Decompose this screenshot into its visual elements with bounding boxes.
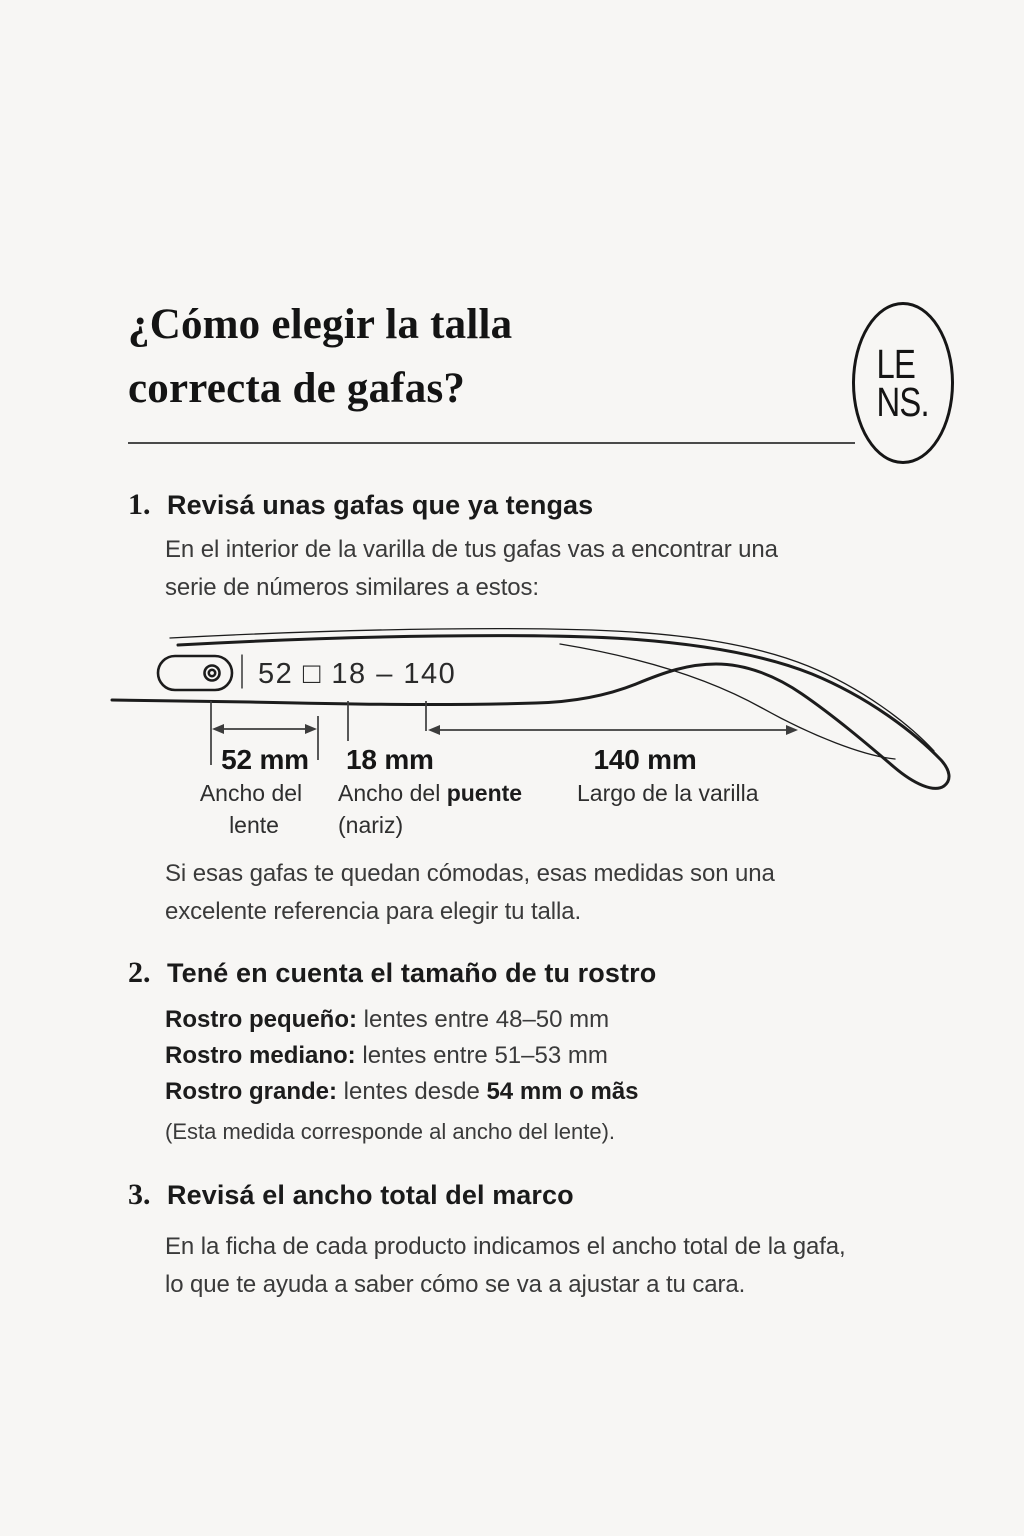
lens-logo [852,302,954,464]
small-face-label: Rostro pequeño: [165,1006,357,1033]
section-1-body-line2: serie de números similares a estos: [165,574,539,601]
hinge-screw-center [209,670,215,676]
hinge-plate [158,656,232,690]
temple-engraving-text: 52 □ 18 – 140 [258,658,457,690]
temple-arrowhead-left [428,725,440,735]
large-face-text: lentes desde [337,1078,487,1105]
section-3-number: 3. [128,1178,151,1211]
list-item-small-face [165,1002,639,1038]
page-title-line1: ¿Cómo elegir la talla [128,301,513,348]
bridge-width-label-line1 [338,780,522,806]
section-1-footer-line1: Si esas gafas te quedan cómodas, esas medidas son una [165,860,775,887]
large-face-bold-value: 54 mm o mãs [486,1078,639,1105]
section-3-body-line1: En la ficha de cada producto indicamos el ancho total de la gafa, [165,1233,846,1260]
section-2-heading [128,956,656,990]
temple-length-label: Largo de la varilla [577,780,759,806]
hinge-screw-icon [205,666,220,681]
page-title-line2: correcta de gafas? [128,365,466,412]
section-1-title: Revisá unas gafas que ya tengas [167,490,594,520]
lens-logo-line1: LE [876,341,916,387]
lens-width-label-line1: Ancho del [199,780,303,806]
temple-tip-highlight-line [560,644,895,759]
section-1-body-line1: En el interior de la varilla de tus gafas vas a encontrar una [165,536,778,563]
lens-width-value: 52 mm [221,744,309,775]
section-1-footer [165,855,775,931]
bridge-width-value: 18 mm [346,744,434,775]
lens-width-label-line2: lente [229,812,279,838]
lens-arrowhead-left [212,724,224,734]
bridge-width-label-line2: (nariz) [338,812,404,838]
title-divider [128,442,855,444]
medium-face-text: lentes entre 51–53 mm [355,1042,608,1069]
section-1-heading [128,488,593,522]
page-title [128,293,512,421]
lens-logo-line2: NS. [876,379,930,425]
section-2-number: 2. [128,956,151,989]
bridge-label-bold: puente [446,780,523,806]
lens-width-note: (Esta medida corresponde al ancho del lente). [165,1119,616,1144]
section-3-body-line2: lo que te ayuda a saber cómo se va a ajustar a tu cara. [165,1271,746,1298]
list-item-large-face [165,1074,639,1110]
large-face-label: Rostro grande: [165,1078,338,1105]
lens-logo-text [876,341,930,425]
section-3-title: Revisá el ancho total del marco [167,1180,574,1210]
section-1-body [165,531,778,607]
bridge-label-regular: Ancho del [338,780,447,806]
glasses-temple-diagram [100,618,1010,858]
lens-arrowhead-right [305,724,317,734]
list-item-medium-face [165,1038,639,1074]
section-2-title: Tené en cuenta el tamaño de tu rostro [167,958,657,988]
section-1-footer-line2: excelente referencia para elegir tu talla. [165,898,582,925]
section-1-number: 1. [128,488,151,521]
small-face-text: lentes entre 48–50 mm [357,1006,610,1033]
section-3-body [165,1228,846,1304]
face-size-list [165,1002,639,1110]
temple-length-value: 140 mm [593,744,697,775]
section-3-heading [128,1178,574,1212]
medium-face-label: Rostro mediano: [165,1042,356,1069]
